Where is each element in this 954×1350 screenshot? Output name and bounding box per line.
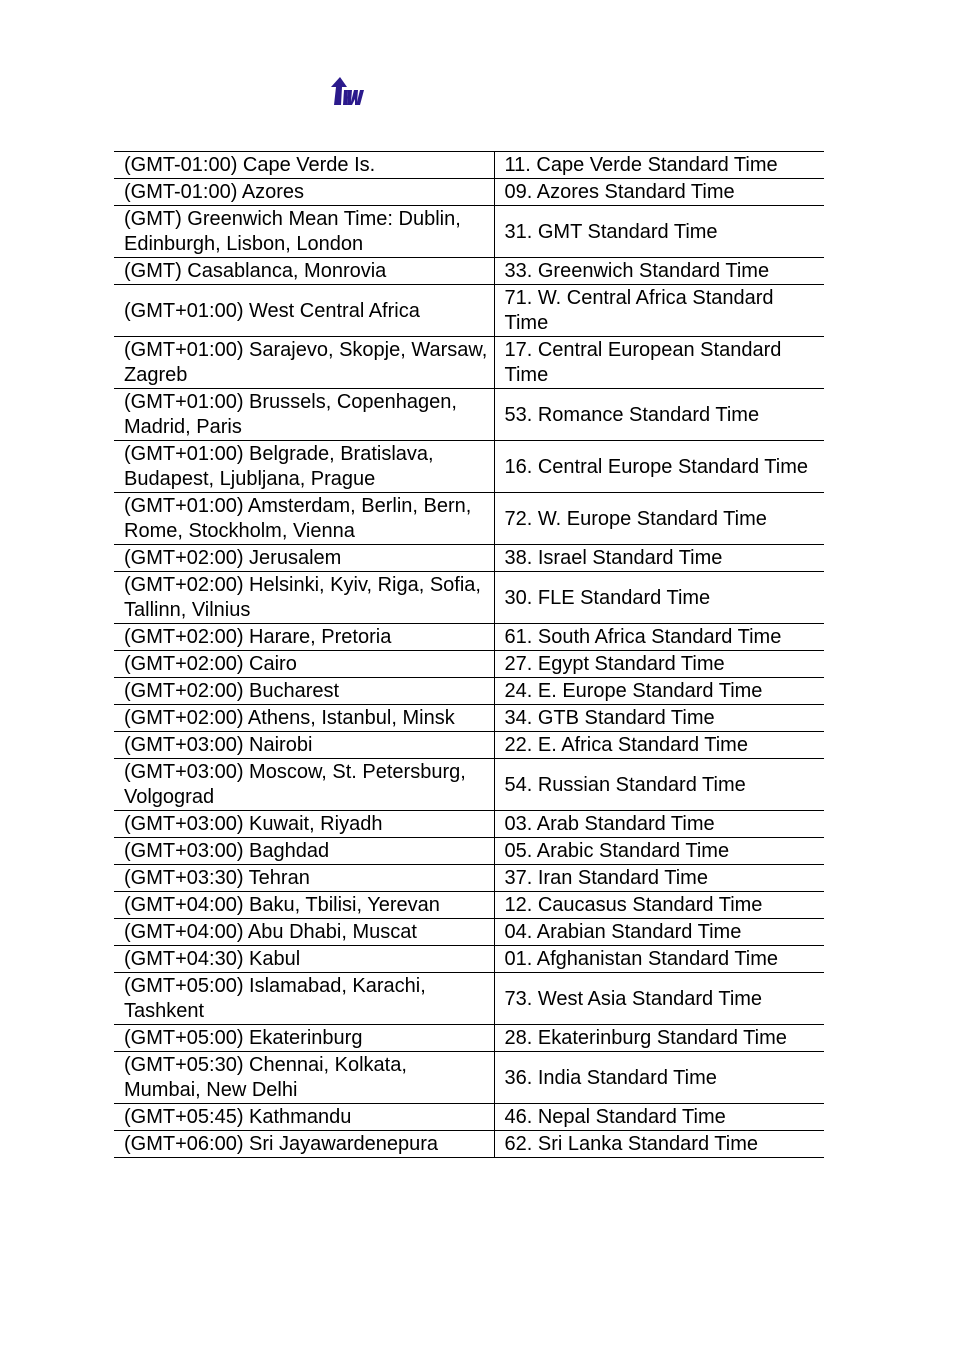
standard-time-name-cell: 31. GMT Standard Time bbox=[494, 206, 824, 258]
standard-time-name-cell: 53. Romance Standard Time bbox=[494, 389, 824, 441]
timezone-label-cell: (GMT+02:00) Cairo bbox=[114, 651, 494, 678]
tw-logo-icon bbox=[331, 77, 367, 107]
standard-time-name-cell: 17. Central European Standard Time bbox=[494, 337, 824, 389]
table-row bbox=[114, 759, 824, 811]
standard-time-name-cell: 24. E. Europe Standard Time bbox=[494, 678, 824, 705]
table-row bbox=[114, 1104, 824, 1131]
table-row bbox=[114, 892, 824, 919]
table-row bbox=[114, 493, 824, 545]
table-row bbox=[114, 946, 824, 973]
table-row bbox=[114, 651, 824, 678]
timezone-label-cell: (GMT+02:00) Harare, Pretoria bbox=[114, 624, 494, 651]
timezone-label-cell: (GMT+02:00) Bucharest bbox=[114, 678, 494, 705]
timezone-label-cell: (GMT+01:00) Belgrade, Bratislava, Budapest, Ljubljana, Prague bbox=[114, 441, 494, 493]
timezone-label-cell: (GMT+03:30) Tehran bbox=[114, 865, 494, 892]
standard-time-name-cell: 16. Central Europe Standard Time bbox=[494, 441, 824, 493]
standard-time-name-cell: 71. W. Central Africa Standard Time bbox=[494, 285, 824, 337]
table-row bbox=[114, 919, 824, 946]
table-row bbox=[114, 258, 824, 285]
table-row bbox=[114, 152, 824, 179]
standard-time-name-cell: 04. Arabian Standard Time bbox=[494, 919, 824, 946]
timezone-label-cell: (GMT+05:00) Ekaterinburg bbox=[114, 1025, 494, 1052]
timezone-label-cell: (GMT+01:00) Amsterdam, Berlin, Bern, Rome, Stockholm, Vienna bbox=[114, 493, 494, 545]
standard-time-name-cell: 33. Greenwich Standard Time bbox=[494, 258, 824, 285]
table-row bbox=[114, 624, 824, 651]
table-row bbox=[114, 811, 824, 838]
standard-time-name-cell: 36. India Standard Time bbox=[494, 1052, 824, 1104]
timezone-label-cell: (GMT+04:00) Baku, Tbilisi, Yerevan bbox=[114, 892, 494, 919]
standard-time-name-cell: 03. Arab Standard Time bbox=[494, 811, 824, 838]
timezone-label-cell: (GMT+05:45) Kathmandu bbox=[114, 1104, 494, 1131]
timezone-label-cell: (GMT+02:00) Jerusalem bbox=[114, 545, 494, 572]
standard-time-name-cell: 22. E. Africa Standard Time bbox=[494, 732, 824, 759]
table-row bbox=[114, 572, 824, 624]
timezone-label-cell: (GMT) Casablanca, Monrovia bbox=[114, 258, 494, 285]
timezone-label-cell: (GMT-01:00) Azores bbox=[114, 179, 494, 206]
timezone-label-cell: (GMT+03:00) Moscow, St. Petersburg, Volgograd bbox=[114, 759, 494, 811]
timezone-label-cell: (GMT+05:30) Chennai, Kolkata, Mumbai, New Delhi bbox=[114, 1052, 494, 1104]
table-row bbox=[114, 705, 824, 732]
standard-time-name-cell: 61. South Africa Standard Time bbox=[494, 624, 824, 651]
standard-time-name-cell: 37. Iran Standard Time bbox=[494, 865, 824, 892]
timezone-label-cell: (GMT+05:00) Islamabad, Karachi, Tashkent bbox=[114, 973, 494, 1025]
standard-time-name-cell: 30. FLE Standard Time bbox=[494, 572, 824, 624]
timezone-label-cell: (GMT+01:00) Sarajevo, Skopje, Warsaw, Zagreb bbox=[114, 337, 494, 389]
table-row bbox=[114, 1052, 824, 1104]
timezone-table-body bbox=[114, 152, 824, 1158]
timezone-label-cell: (GMT+01:00) Brussels, Copenhagen, Madrid, Paris bbox=[114, 389, 494, 441]
standard-time-name-cell: 62. Sri Lanka Standard Time bbox=[494, 1131, 824, 1158]
table-row bbox=[114, 441, 824, 493]
timezone-label-cell: (GMT+06:00) Sri Jayawardenepura bbox=[114, 1131, 494, 1158]
table-row bbox=[114, 838, 824, 865]
standard-time-name-cell: 73. West Asia Standard Time bbox=[494, 973, 824, 1025]
table-row bbox=[114, 206, 824, 258]
timezone-label-cell: (GMT+03:00) Baghdad bbox=[114, 838, 494, 865]
table-row bbox=[114, 545, 824, 572]
standard-time-name-cell: 38. Israel Standard Time bbox=[494, 545, 824, 572]
standard-time-name-cell: 28. Ekaterinburg Standard Time bbox=[494, 1025, 824, 1052]
standard-time-name-cell: 01. Afghanistan Standard Time bbox=[494, 946, 824, 973]
table-row bbox=[114, 973, 824, 1025]
timezone-label-cell: (GMT+03:00) Kuwait, Riyadh bbox=[114, 811, 494, 838]
table-row bbox=[114, 1131, 824, 1158]
standard-time-name-cell: 46. Nepal Standard Time bbox=[494, 1104, 824, 1131]
timezone-label-cell: (GMT) Greenwich Mean Time: Dublin, Edinburgh, Lisbon, London bbox=[114, 206, 494, 258]
standard-time-name-cell: 34. GTB Standard Time bbox=[494, 705, 824, 732]
standard-time-name-cell: 12. Caucasus Standard Time bbox=[494, 892, 824, 919]
timezone-label-cell: (GMT+04:30) Kabul bbox=[114, 946, 494, 973]
standard-time-name-cell: 72. W. Europe Standard Time bbox=[494, 493, 824, 545]
table-row bbox=[114, 179, 824, 206]
standard-time-name-cell: 05. Arabic Standard Time bbox=[494, 838, 824, 865]
timezone-label-cell: (GMT+02:00) Athens, Istanbul, Minsk bbox=[114, 705, 494, 732]
table-row bbox=[114, 337, 824, 389]
timezone-label-cell: (GMT+04:00) Abu Dhabi, Muscat bbox=[114, 919, 494, 946]
timezone-label-cell: (GMT+03:00) Nairobi bbox=[114, 732, 494, 759]
table-row bbox=[114, 389, 824, 441]
timezone-label-cell: (GMT+01:00) West Central Africa bbox=[114, 285, 494, 337]
standard-time-name-cell: 54. Russian Standard Time bbox=[494, 759, 824, 811]
standard-time-name-cell: 27. Egypt Standard Time bbox=[494, 651, 824, 678]
timezone-label-cell: (GMT-01:00) Cape Verde Is. bbox=[114, 152, 494, 179]
timezone-table bbox=[114, 151, 824, 1158]
standard-time-name-cell: 11. Cape Verde Standard Time bbox=[494, 152, 824, 179]
table-row bbox=[114, 732, 824, 759]
standard-time-name-cell: 09. Azores Standard Time bbox=[494, 179, 824, 206]
timezone-label-cell: (GMT+02:00) Helsinki, Kyiv, Riga, Sofia, Tallinn, Vilnius bbox=[114, 572, 494, 624]
table-row bbox=[114, 285, 824, 337]
table-row bbox=[114, 865, 824, 892]
table-row bbox=[114, 1025, 824, 1052]
table-row bbox=[114, 678, 824, 705]
